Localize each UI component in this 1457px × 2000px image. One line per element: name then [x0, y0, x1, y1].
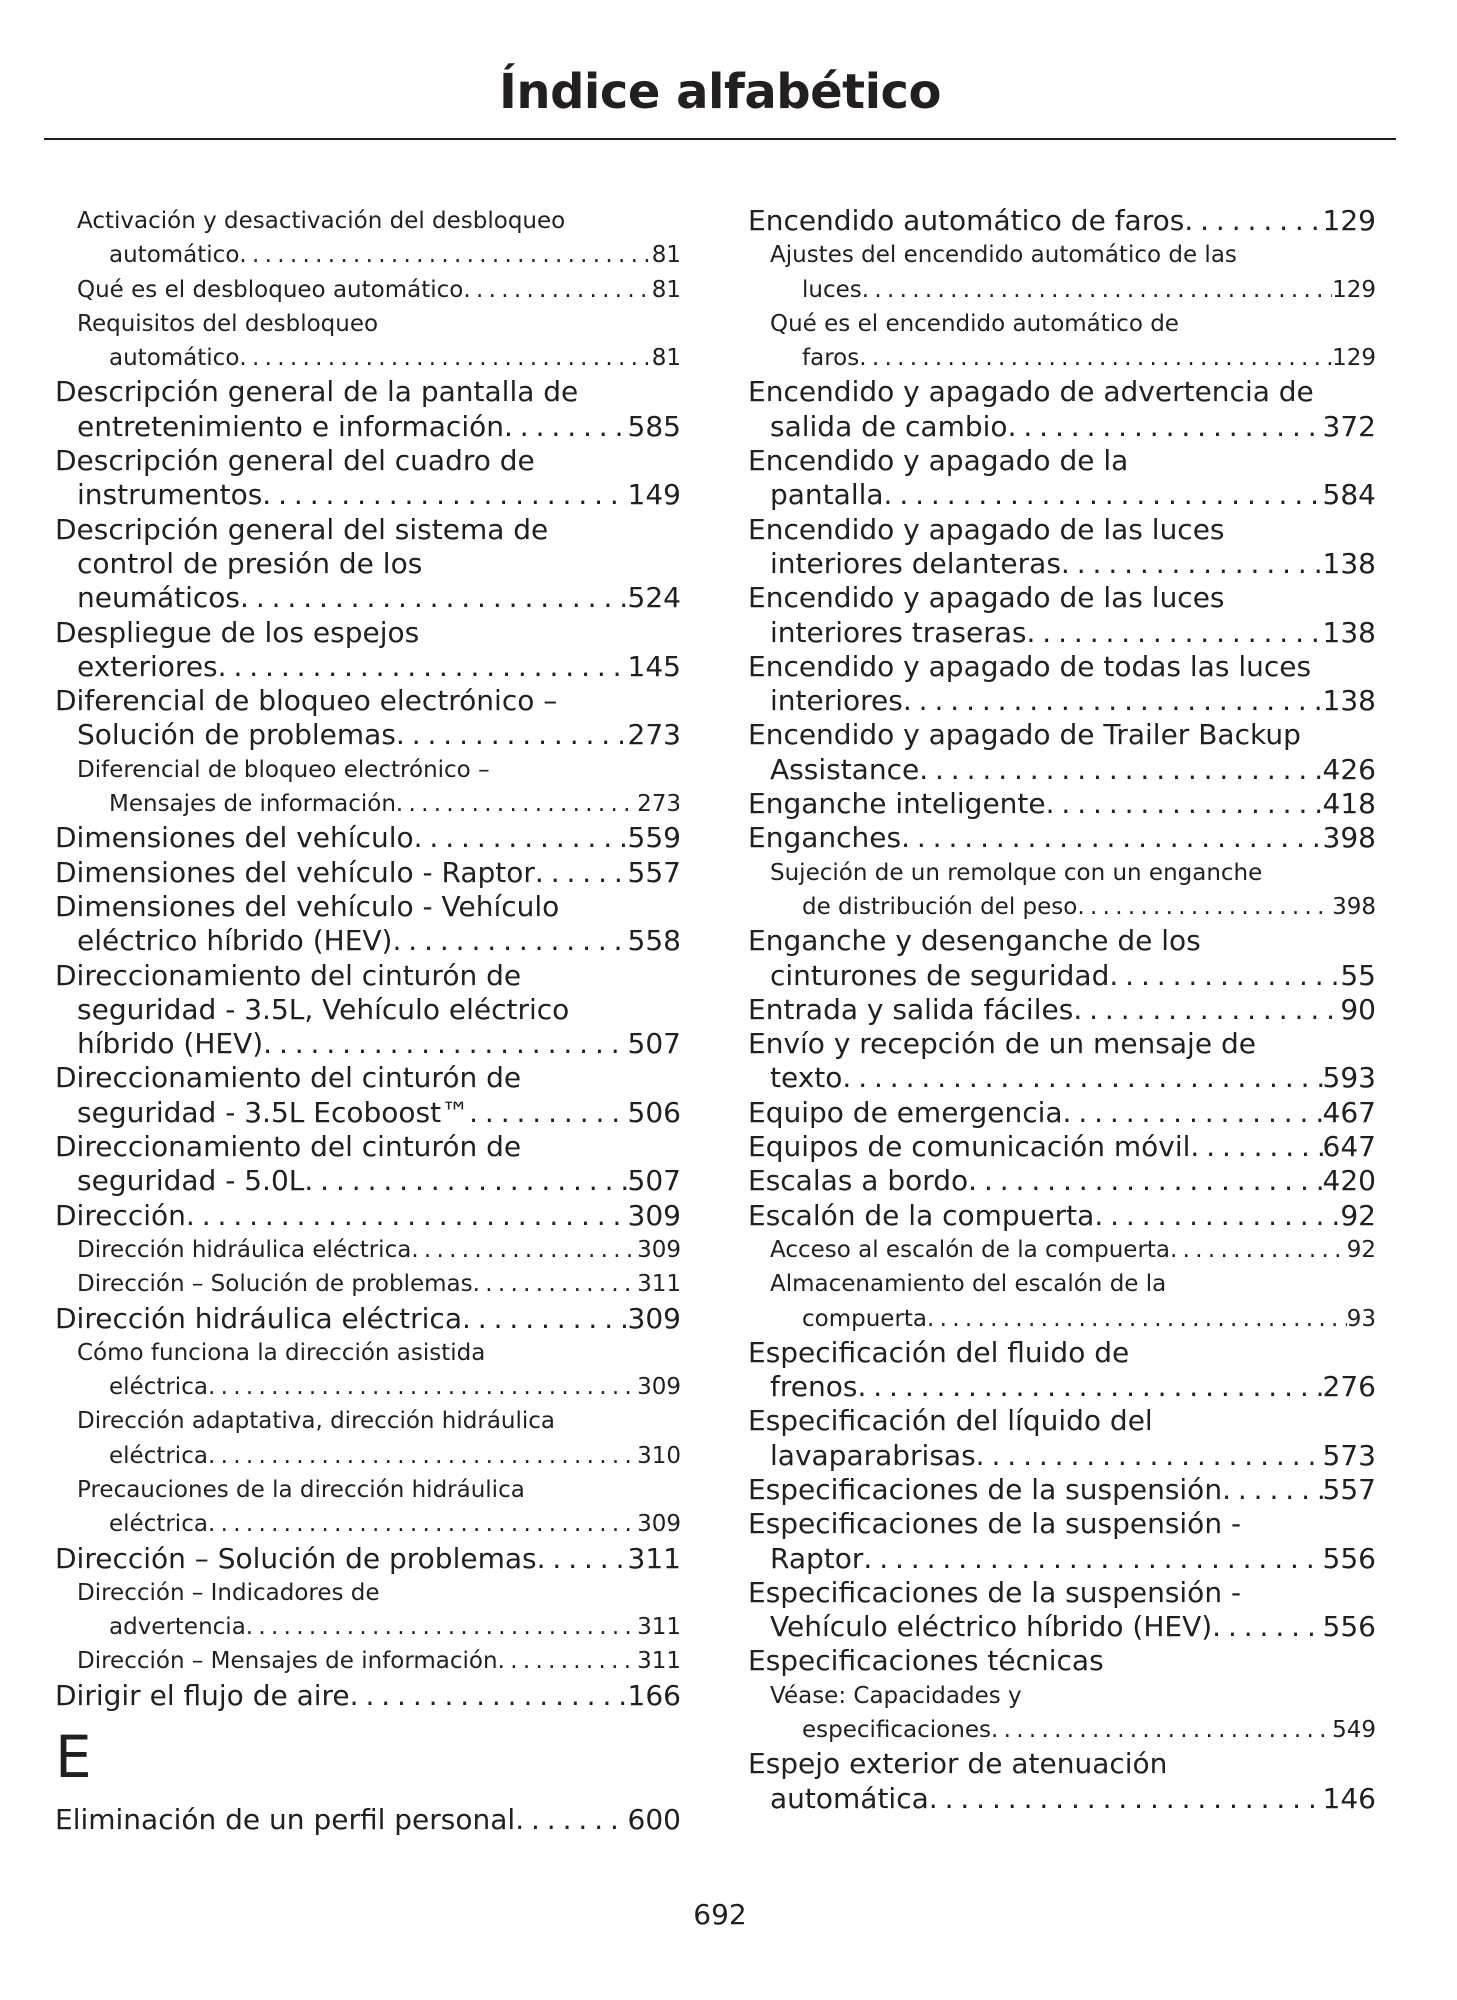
entry-text: Dirección hidráulica eléctrica [55, 1301, 462, 1335]
entry-text: Enganches [748, 821, 902, 855]
entry-text: Qué es el encendido automático de [770, 310, 1179, 337]
dot-leader [857, 1370, 1322, 1404]
entry-text: Descripción general del sistema de [55, 512, 549, 546]
entry-text: advertencia [109, 1614, 246, 1641]
entry-text: Dirección – Mensajes de información [77, 1648, 498, 1675]
index-subentry [55, 1644, 681, 1678]
index-subentry [748, 1679, 1376, 1748]
page-reference: 398 [1332, 893, 1376, 920]
entry-text: Dimensiones del vehículo - Vehículo [55, 889, 560, 923]
entry-text: Encendido automático de faros [748, 204, 1185, 237]
page-reference: 549 [1332, 1717, 1376, 1744]
entry-text: Raptor [770, 1541, 864, 1575]
entry-text: Encendido y apagado de la [748, 444, 1129, 478]
page-reference: 309 [637, 1374, 681, 1401]
entry-text: híbrido (HEV) [77, 1027, 264, 1061]
index-column-right [748, 204, 1376, 1816]
dot-leader [239, 341, 651, 375]
index-entry [55, 1199, 681, 1233]
index-entry [748, 444, 1376, 513]
index-entry [748, 1747, 1376, 1816]
entry-text: Encendido y apagado de las luces [748, 581, 1225, 615]
entry-text: Dimensiones del vehículo [55, 821, 414, 855]
entry-text: Dirección adaptativa, dirección hidráulica [77, 1408, 556, 1435]
dot-leader [863, 1542, 1322, 1576]
dot-leader [1222, 1473, 1322, 1507]
page-reference: 507 [627, 1164, 681, 1198]
entry-text: Sujeción de un remolque con un enganche [770, 859, 1263, 886]
dot-leader [462, 1302, 628, 1336]
page-reference: 426 [1322, 752, 1376, 786]
page-reference: 92 [1340, 1198, 1376, 1232]
page-reference: 558 [627, 924, 681, 958]
page-reference: 647 [1322, 1130, 1376, 1164]
index-entry [55, 959, 681, 1062]
index-entry [55, 856, 681, 890]
dot-leader [186, 1199, 628, 1233]
index-subentry [55, 1473, 681, 1542]
dot-leader [968, 1164, 1322, 1198]
section-letter: E [55, 1723, 92, 1792]
dot-leader [504, 410, 628, 444]
dot-leader [263, 1027, 627, 1061]
dot-leader [396, 718, 628, 752]
page-reference: 276 [1322, 1370, 1376, 1404]
dot-leader [535, 856, 628, 890]
dot-leader [1026, 616, 1322, 650]
index-subentry [748, 307, 1376, 376]
entry-text: Véase: Capacidades y [770, 1682, 1022, 1709]
dot-leader [414, 821, 628, 855]
page-reference: 273 [637, 791, 681, 818]
page-reference: 467 [1322, 1095, 1376, 1129]
entry-text: control de presión de los [77, 546, 423, 580]
page-reference: 584 [1322, 478, 1376, 512]
page-reference: 593 [1322, 1061, 1376, 1095]
index-entry [55, 513, 681, 616]
page-reference: 309 [637, 1511, 681, 1538]
dot-leader [392, 924, 627, 958]
entry-text: Especificaciones de la suspensión - [748, 1575, 1242, 1609]
entry-text: de distribución del peso [802, 893, 1078, 920]
entry-text: Dirección hidráulica eléctrica [77, 1236, 412, 1263]
entry-text: Entrada y salida fáciles [748, 992, 1074, 1026]
entry-text: Especificaciones de la suspensión - [748, 1507, 1242, 1541]
entry-text: Escalas a bordo [748, 1164, 969, 1198]
page-reference: 129 [1332, 345, 1376, 372]
entry-text: Encendido y apagado de advertencia de [748, 375, 1314, 409]
page-reference: 55 [1340, 958, 1376, 992]
index-subentry [748, 1267, 1376, 1336]
page-reference: 556 [1322, 1541, 1376, 1575]
page-reference: 524 [627, 581, 681, 615]
entry-text: interiores delanteras [770, 546, 1061, 580]
page-reference: 138 [1322, 615, 1376, 649]
page-reference: 311 [637, 1648, 681, 1675]
index-entry [748, 1473, 1376, 1507]
page-reference: 129 [1322, 204, 1376, 237]
index-subentry [55, 1336, 681, 1405]
dot-leader [1109, 959, 1340, 993]
entry-text: Solución de problemas [77, 718, 396, 752]
index-subentry [55, 204, 681, 273]
dot-leader [537, 1542, 628, 1576]
entry-text: Direccionamiento del cinturón de [55, 958, 522, 992]
entry-text: Diferencial de bloqueo electrónico – [55, 684, 558, 718]
page-reference: 138 [1322, 684, 1376, 718]
entry-text: Encendido y apagado de todas las luces [748, 649, 1312, 683]
page-reference: 81 [651, 345, 681, 372]
index-entry [748, 650, 1376, 719]
dot-leader [463, 273, 651, 307]
index-entry [748, 375, 1376, 444]
dot-leader [1008, 410, 1323, 444]
dot-leader [842, 1061, 1322, 1095]
index-entry [55, 375, 681, 444]
index-entry [748, 787, 1376, 821]
dot-leader [498, 1644, 638, 1678]
entry-text: instrumentos [77, 478, 263, 512]
index-entry [748, 821, 1376, 855]
entry-text: Dirigir el flujo de aire [55, 1678, 350, 1712]
page-reference: 557 [627, 855, 681, 889]
dot-leader [350, 1679, 628, 1713]
entry-text: Enganche inteligente [748, 787, 1046, 821]
entry-text: Dirección – Solución de problemas [55, 1541, 537, 1575]
index-subentry [55, 273, 681, 307]
dot-leader [1061, 547, 1323, 581]
entry-text: Dirección – Indicadores de [77, 1579, 380, 1606]
index-entry [55, 616, 681, 685]
page-reference: 90 [1340, 992, 1376, 1026]
dot-leader [239, 238, 651, 272]
dot-leader [1190, 1130, 1322, 1164]
entry-text: eléctrica [109, 1511, 208, 1538]
dot-leader [1184, 204, 1322, 238]
entry-text: compuerta [802, 1305, 928, 1332]
entry-text: Despliegue de los espejos [55, 615, 420, 649]
entry-text: Diferencial de bloqueo electrónico – [77, 756, 490, 783]
index-entry [748, 1336, 1376, 1405]
entry-text: Acceso al escalón de la compuerta [770, 1236, 1171, 1263]
entry-text: Almacenamiento del escalón de la [770, 1271, 1167, 1298]
index-entry [748, 204, 1376, 238]
entry-text: Encendido y apagado de las luces [748, 512, 1225, 546]
entry-text: Descripción general de la pantalla de [55, 375, 579, 409]
entry-text: Ajustes del encendido automático de las [770, 242, 1237, 269]
entry-text: Especificación del fluido de [748, 1335, 1130, 1369]
entry-text: seguridad - 3.5L, Vehículo eléctrico [77, 992, 570, 1026]
entry-text: interiores [770, 684, 903, 718]
index-subentry [748, 856, 1376, 925]
index-entry [55, 1542, 681, 1576]
entry-text: salida de cambio [770, 409, 1008, 443]
entry-text: Especificaciones técnicas [748, 1644, 1104, 1678]
index-subentry [55, 753, 681, 822]
entry-text: exteriores [77, 649, 218, 683]
entry-text: Enganche y desenganche de los [748, 924, 1201, 958]
page-reference: 309 [627, 1301, 681, 1335]
index-entry [748, 718, 1376, 787]
entry-text: Dimensiones del vehículo - Raptor [55, 855, 535, 889]
index-entry [55, 1302, 681, 1336]
index-subentry [55, 307, 681, 376]
page-reference: 149 [627, 478, 681, 512]
entry-text: automático [109, 242, 240, 269]
entry-text: Envío y recepción de un mensaje de [748, 1027, 1256, 1061]
page-reference: 556 [1322, 1610, 1376, 1644]
entry-text: eléctrica [109, 1442, 208, 1469]
page-reference: 398 [1322, 821, 1376, 855]
entry-text: Direccionamiento del cinturón de [55, 1130, 522, 1164]
entry-text: Especificación del líquido del [748, 1404, 1153, 1438]
index-entry [55, 1803, 681, 1837]
index-entry [55, 444, 681, 513]
entry-text: eléctrico híbrido (HEV) [77, 924, 393, 958]
page-reference: 559 [627, 821, 681, 855]
dot-leader [1063, 1096, 1323, 1130]
entry-text: seguridad - 5.0L [77, 1164, 305, 1198]
entry-text: Descripción general del cuadro de [55, 444, 535, 478]
dot-leader [862, 273, 1332, 307]
page-reference: 166 [627, 1678, 681, 1712]
index-subentry [55, 1267, 681, 1301]
dot-leader [903, 684, 1323, 718]
dot-leader [919, 753, 1322, 787]
page-reference: 311 [637, 1614, 681, 1641]
entry-text: seguridad - 3.5L Ecoboost™ [77, 1095, 470, 1129]
entry-text: Dirección [55, 1198, 186, 1232]
entry-text: Dirección – Solución de problemas [77, 1271, 473, 1298]
index-entry [55, 1679, 681, 1713]
dot-leader [991, 1713, 1332, 1747]
dot-leader [1046, 787, 1323, 821]
index-entry [55, 821, 681, 855]
page-reference: 506 [627, 1095, 681, 1129]
entry-text: Cómo funciona la dirección asistida [77, 1339, 486, 1366]
entry-text: faros [802, 345, 860, 372]
entry-text: frenos [770, 1370, 858, 1404]
dot-leader [396, 787, 637, 821]
index-entry [55, 684, 681, 753]
dot-leader [208, 1370, 637, 1404]
page-reference: 372 [1322, 409, 1376, 443]
entry-text: Equipos de comunicación móvil [748, 1130, 1191, 1164]
page-reference: 81 [651, 276, 681, 303]
entry-text: lavaparabrisas [770, 1438, 976, 1472]
entry-text: Requisitos del desbloqueo [77, 310, 379, 337]
index-entry [748, 1507, 1376, 1576]
page-reference: 418 [1322, 787, 1376, 821]
page-reference: 420 [1322, 1164, 1376, 1198]
page-reference: 573 [1322, 1438, 1376, 1472]
entry-text: cinturones de seguridad [770, 958, 1110, 992]
dot-leader [469, 1096, 627, 1130]
index-subentry [55, 1233, 681, 1267]
dot-leader [240, 581, 628, 615]
index-entry [748, 1644, 1376, 1678]
dot-leader [1170, 1233, 1347, 1267]
dot-leader [976, 1439, 1323, 1473]
index-entry [55, 1130, 681, 1199]
page-reference: 309 [637, 1236, 681, 1263]
dot-leader [1212, 1610, 1322, 1644]
entry-text: Precauciones de la dirección hidráulica [77, 1476, 525, 1503]
index-subentry [748, 1233, 1376, 1267]
index-entry [748, 1096, 1376, 1130]
dot-leader [262, 478, 627, 512]
index-entry [55, 1061, 681, 1130]
dot-leader [208, 1439, 637, 1473]
page-reference: 146 [1322, 1781, 1376, 1815]
index-entry [748, 581, 1376, 650]
entry-text: Equipo de emergencia [748, 1095, 1063, 1129]
entry-text: Direccionamiento del cinturón de [55, 1061, 522, 1095]
dot-leader [473, 1267, 638, 1301]
entry-text: entretenimiento e información [77, 409, 504, 443]
entry-text: interiores traseras [770, 615, 1027, 649]
index-entry [748, 1130, 1376, 1164]
index-entry [748, 1027, 1376, 1096]
dot-leader [927, 1302, 1347, 1336]
page-reference: 273 [627, 718, 681, 752]
dot-leader [411, 1233, 637, 1267]
page-reference: 507 [627, 1027, 681, 1061]
index-entry [748, 1576, 1376, 1645]
page-reference: 93 [1346, 1305, 1376, 1332]
dot-leader [1073, 993, 1340, 1027]
index-subentry [55, 1576, 681, 1645]
index-entry [55, 890, 681, 959]
page-reference: 600 [627, 1803, 681, 1837]
entry-text: Assistance [770, 752, 920, 786]
index-subentry [55, 1404, 681, 1473]
page-reference: 81 [651, 242, 681, 269]
page-reference: 145 [627, 649, 681, 683]
title-rule [44, 138, 1396, 140]
page-reference: 129 [1332, 276, 1376, 303]
index-entry [748, 924, 1376, 993]
page-reference: 557 [1322, 1472, 1376, 1506]
entry-text: Escalón de la compuerta [748, 1198, 1095, 1232]
index-column-left [55, 204, 681, 1837]
entry-text: especificaciones [802, 1717, 991, 1744]
page-number: 692 [693, 1898, 747, 1931]
entry-text: Espejo exterior de atenuación [748, 1747, 1168, 1781]
index-entry [748, 993, 1376, 1027]
dot-leader [1077, 890, 1332, 924]
page-reference: 585 [627, 409, 681, 443]
entry-text: Encendido y apagado de Trailer Backup [748, 718, 1301, 752]
dot-leader [884, 478, 1323, 512]
dot-leader [304, 1164, 627, 1198]
dot-leader [218, 650, 628, 684]
page-reference: 311 [637, 1271, 681, 1298]
entry-text: automático [109, 345, 240, 372]
entry-text: pantalla [770, 478, 884, 512]
page-reference: 309 [627, 1198, 681, 1232]
dot-leader [208, 1507, 637, 1541]
page-reference: 310 [637, 1442, 681, 1469]
dot-leader [515, 1803, 627, 1837]
entry-text: Mensajes de información [109, 791, 396, 818]
dot-leader [901, 821, 1322, 855]
page-reference: 311 [627, 1541, 681, 1575]
entry-text: Especificaciones de la suspensión [748, 1472, 1223, 1506]
entry-text: luces [802, 276, 862, 303]
entry-text: Eliminación de un perfil personal [55, 1803, 516, 1837]
dot-leader [929, 1782, 1323, 1816]
entry-text: automática [770, 1781, 929, 1815]
page-reference: 138 [1322, 546, 1376, 580]
index-subentry [748, 238, 1376, 307]
index-entry [748, 1404, 1376, 1473]
index-entry [748, 513, 1376, 582]
entry-text: Vehículo eléctrico híbrido (HEV) [770, 1610, 1213, 1644]
index-entry [748, 1164, 1376, 1198]
dot-leader [1094, 1199, 1340, 1233]
entry-text: Activación y desactivación del desbloqueo [77, 208, 566, 234]
page-title: Índice alfabético [499, 64, 941, 120]
entry-text: texto [770, 1061, 843, 1095]
dot-leader [859, 341, 1332, 375]
index-entry [748, 1199, 1376, 1233]
entry-text: eléctrica [109, 1374, 208, 1401]
page-reference: 92 [1346, 1236, 1376, 1263]
dot-leader [246, 1610, 637, 1644]
entry-text: neumáticos [77, 581, 241, 615]
entry-text: Qué es el desbloqueo automático [77, 276, 464, 303]
